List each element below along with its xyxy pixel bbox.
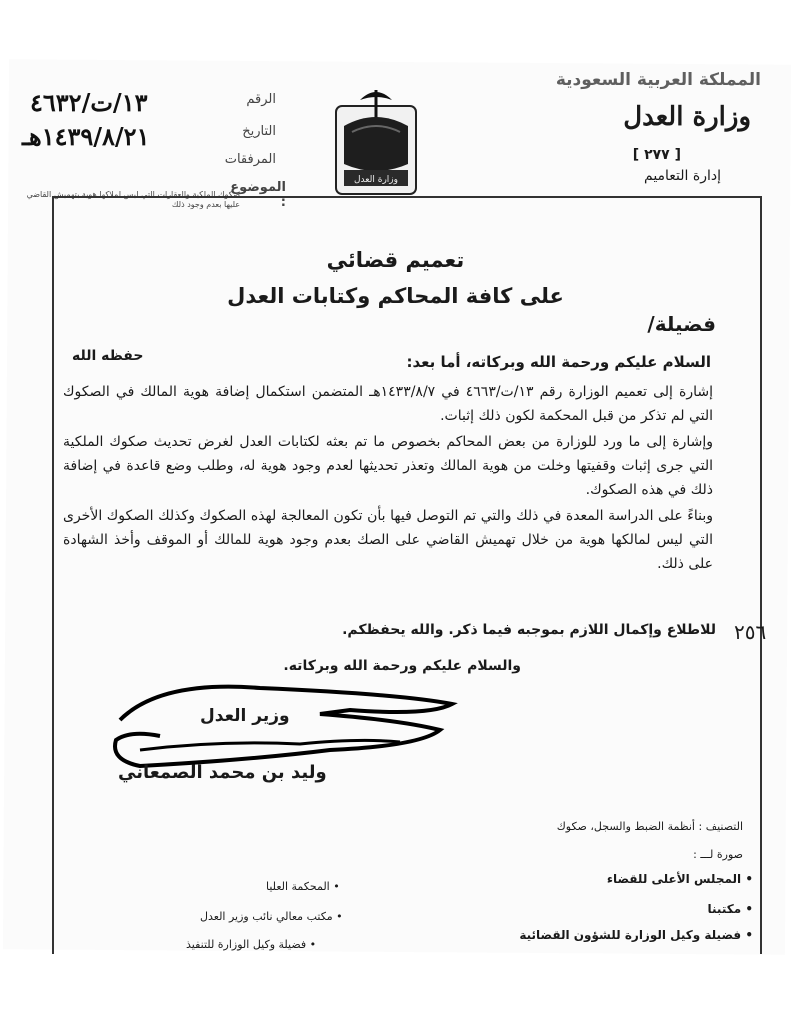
copy-recipient: • مكتب معالي نائب وزير العدل (200, 910, 343, 923)
date-value: ١٤٣٩/٨/٢١هـ (22, 122, 150, 151)
classification (557, 820, 743, 833)
date-label: التاريخ (242, 124, 276, 139)
number-value: ١٣/ت/٤٦٣٢ (30, 88, 148, 117)
copy-recipient: • المجلس الأعلى للقضاء (606, 872, 753, 886)
god-save: حفظه الله (72, 348, 144, 364)
number-label: الرقم (246, 92, 276, 107)
minister-title: وزير العدل (200, 706, 290, 726)
margin-handwritten-note: ٢٥٦ (734, 620, 767, 644)
paragraph: إشارة إلى تعميم الوزارة رقم ١٣/ت/٤٦٦٣ في ١٤٣٣/٨/٧هـ المتضمن استكمال إضافة هوية المالك في الصكوك التي لم تذكر من قبل المحكمة لكون ذلك إثبات. (63, 384, 713, 424)
kingdom-heading: المملكة العربية السعودية (555, 70, 761, 90)
outgoing-number: [ ٢٧٧ ] (632, 147, 681, 163)
department-name: إدارة التعاميم (644, 168, 721, 184)
svg-text:وزارة العدل: وزارة العدل (354, 175, 398, 185)
copy-recipient: • مكتبنا (707, 902, 753, 916)
honorific: فضيلة/ (647, 312, 716, 336)
attachments-label: المرفقات (224, 152, 276, 167)
circular-recipients: على كافة المحاكم وكتابات العدل (227, 284, 564, 308)
copy-recipient: • المحكمة العليا (266, 880, 340, 893)
ministry-heading: وزارة العدل (623, 102, 751, 132)
ministry-emblem-icon (330, 86, 422, 198)
copy-recipient: • فضيلة وكيل الوزارة للتنفيذ (186, 938, 317, 951)
paragraph: وإشارة إلى ما ورد للوزارة من بعض المحاكم بخصوص ما تم بعثه لكتابات العدل لغرض تحديث صكوك الملكية التي جرى إثبات وقفيتها وخلت من هوية المالك وتعذر تحديثها لعدم وجود هوية له، وطلب وضع قاعدة في إضافة ذلك في هذه الصكوك. (63, 434, 713, 498)
classification-value: أنظمة الضبط والسجل، صكوك (556, 820, 695, 833)
copy-recipient: • فضيلة وكيل الوزارة للشؤون القضائية (519, 928, 753, 942)
copies-label: صورة لـــ : (693, 848, 743, 861)
closing-salutation: والسلام عليكم ورحمة الله وبركاته. (283, 658, 521, 674)
letter-body (63, 380, 713, 578)
classification-label: التصنيف : (698, 820, 743, 833)
greeting: السلام عليكم ورحمة الله وبركاته، أما بعد: (406, 353, 711, 371)
subject-text: صكوك الملكية والعقارات التي ليس لملاكها هوية بتهميش القاضي عليها بعدم وجود ذلك (26, 190, 240, 209)
circular-title: تعميم قضائي (326, 248, 465, 272)
paragraph: وبناءً على الدراسة المعدة في ذلك والتي تم التوصل فيها بأن تكون المعالجة لهذه الصكوك وكذلك الصكوك الأخرى التي ليس لمالكها هوية من خلال تهميش القاضي على الصك بعدم وجود هوية للمالك أو الموقف وأخذ الشهادة على ذلك. (63, 508, 713, 572)
closing-line: للاطلاع وإكمال اللازم بموجبه فيما ذكر. والله يحفظكم. (342, 622, 716, 638)
subject-label: الموضوع : (230, 180, 286, 210)
minister-name: وليد بن محمد الصمعاني (118, 762, 327, 783)
